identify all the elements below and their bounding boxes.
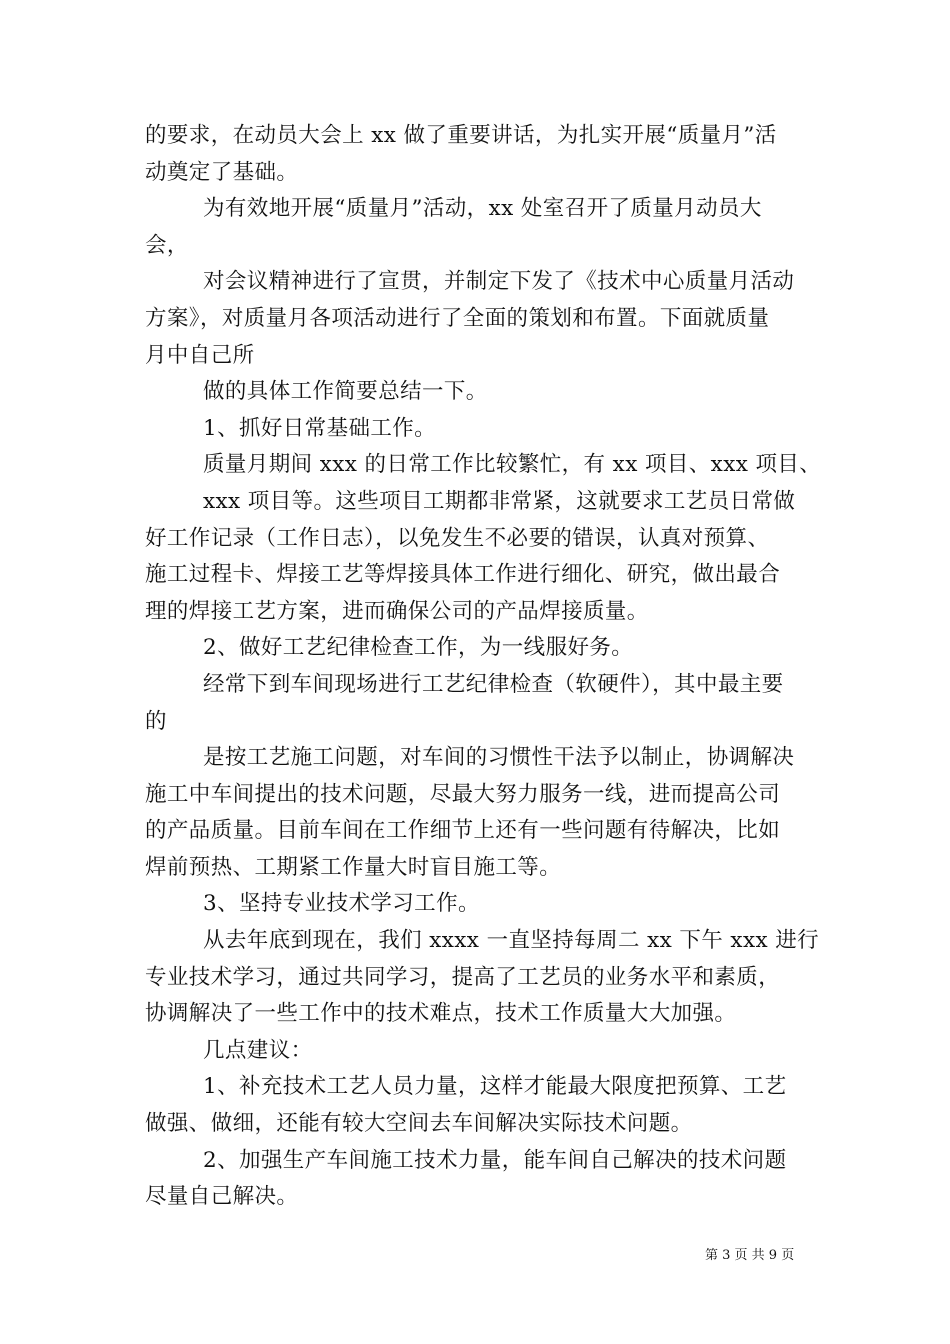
text-line: 3、坚持专业技术学习工作。 xyxy=(203,891,480,917)
text-line: 月中自己所 xyxy=(145,342,255,368)
text-line: 从去年底到现在，我们 xxxx 一直坚持每周二 xx 下午 xxx 进行 xyxy=(203,928,820,954)
text-line: 协调解决了一些工作中的技术难点，技术工作质量大大加强。 xyxy=(145,1001,737,1027)
text-line: 是按工艺施工问题，对车间的习惯性干法予以制止，协调解决 xyxy=(203,745,795,771)
text-line: 施工过程卡、焊接工艺等焊接具体工作进行细化、研究，做出最合 xyxy=(145,562,781,588)
text-line: 经常下到车间现场进行工艺纪律检查（软硬件），其中最主要 xyxy=(203,671,784,697)
text-line: 几点建议： xyxy=(203,1037,313,1063)
text-line: 做强、做细，还能有较大空间去车间解决实际技术问题。 xyxy=(145,1111,693,1137)
text-line: 的产品质量。目前车间在工作细节上还有一些问题有待解决，比如 xyxy=(145,818,781,844)
text-line: 1、抓好日常基础工作。 xyxy=(203,415,437,441)
text-line: 动奠定了基础。 xyxy=(145,159,299,185)
text-line: 的 xyxy=(145,708,167,734)
text-line: 做的具体工作简要总结一下。 xyxy=(203,379,488,405)
text-line: 专业技术学习，通过共同学习，提高了工艺员的业务水平和素质， xyxy=(145,964,781,990)
text-line: 2、加强生产车间施工技术力量，能车间自己解决的技术问题 xyxy=(203,1147,787,1173)
text-line: 好工作记录（工作日志），以免发生不必要的错误，认真对预算、 xyxy=(145,525,770,551)
text-line: 1、补充技术工艺人员力量，这样才能最大限度把预算、工艺 xyxy=(203,1074,787,1100)
text-line: 焊前预热、工期紧工作量大时盲目施工等。 xyxy=(145,854,562,880)
text-line: xxx 项目等。这些项目工期都非常紧，这就要求工艺员日常做 xyxy=(203,488,796,514)
text-line: 方案》，对质量月各项活动进行了全面的策划和布置。下面就质量 xyxy=(145,305,770,331)
page-number-footer: 第 3 页 共 9 页 xyxy=(705,1248,795,1263)
document-body xyxy=(145,118,822,1216)
text-line: 2、做好工艺纪律检查工作，为一线服好务。 xyxy=(203,635,634,661)
text-line: 为有效地开展“质量月”活动，xx 处室召开了质量月动员大 xyxy=(203,196,762,222)
text-line: 施工中车间提出的技术问题，尽最大努力服务一线，进而提高公司 xyxy=(145,781,781,807)
text-line: 尽量自己解决。 xyxy=(145,1184,299,1210)
text-line: 质量月期间 xxx 的日常工作比较繁忙，有 xx 项目、xxx 项目、 xyxy=(203,452,822,478)
text-line: 对会议精神进行了宣贯，并制定下发了《技术中心质量月活动 xyxy=(203,269,795,295)
text-line: 的要求，在动员大会上 xx 做了重要讲话，为扎实开展“质量月”活 xyxy=(145,123,777,148)
text-line: 会， xyxy=(145,232,189,258)
text-line: 理的焊接工艺方案，进而确保公司的产品焊接质量。 xyxy=(145,598,649,624)
